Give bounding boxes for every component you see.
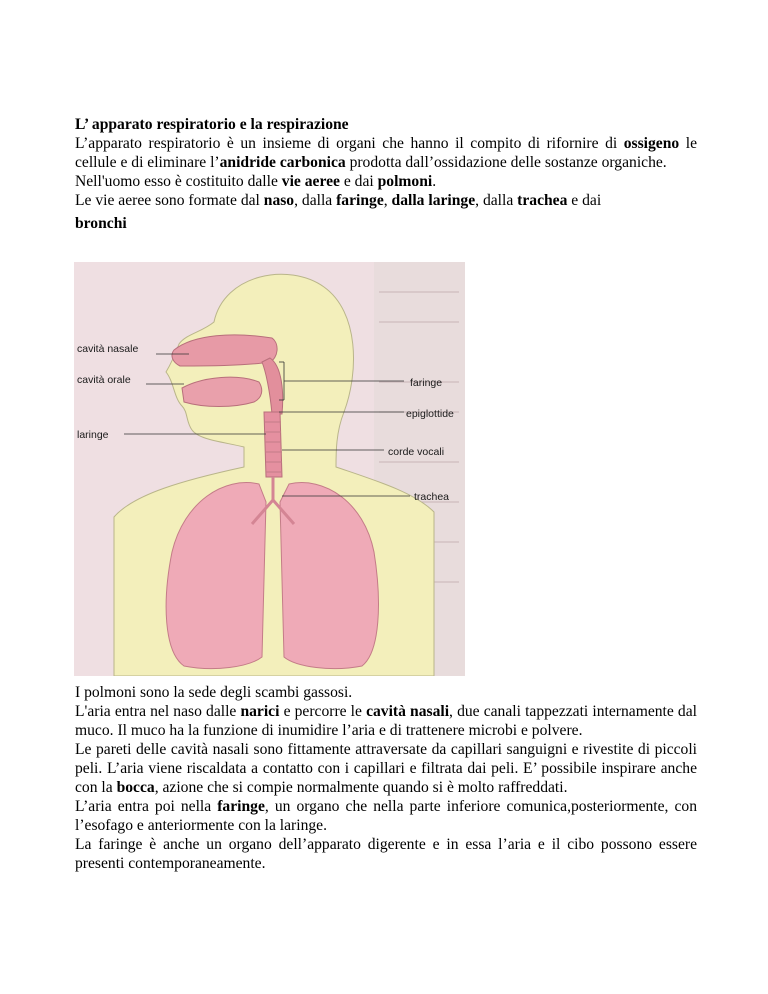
label-cavita-nasale: cavità nasale	[77, 343, 139, 355]
label-trachea: trachea	[414, 491, 450, 503]
pharynx-paragraph: L’aria entra poi nella faringe, un organo che nella parte inferiore comunica,posteriormente, con l’esofago e anteriormente con la laringe.	[75, 798, 697, 834]
term-faringe-body: faringe	[217, 798, 265, 815]
term-bocca: bocca	[116, 779, 155, 796]
gas-exchange-sentence: I polmoni sono la sede degli scambi gassosi.	[75, 684, 353, 701]
airways-paragraph: Le vie aeree sono formate dal naso, dalla faringe, dalla laringe, dalla trachea e dai bronchi	[75, 191, 697, 233]
intro-paragraph: L’apparato respiratorio è un insieme di organi che hanno il compito di rifornire di ossigeno le cellule e di eliminare l’anidride carbonica prodotta dall’ossidazione delle sostanze organiche.	[75, 135, 697, 171]
label-epiglottide: epiglottide	[406, 408, 454, 420]
term-laringe: dalla laringe	[391, 192, 476, 209]
nasal-paragraph: L'aria entra nel naso dalle narici e percorre le cavità nasali, due canali tappezzati internamente dal muco. Il muco ha la funzione di inumidire l’aria e di trattenere microbi e polvere.	[75, 703, 697, 739]
term-cavita-nasali: cavità nasali	[366, 703, 450, 720]
digestive-paragraph: La faringe è anche un organo dell’apparato digerente e in essa l’aria e il cibo possono essere presenti contemporaneamente.	[75, 836, 697, 872]
term-naso: naso	[263, 192, 295, 209]
label-laringe: laringe	[77, 429, 109, 441]
term-ossigeno: ossigeno	[623, 135, 680, 152]
label-corde-vocali: corde vocali	[388, 446, 445, 458]
body-section	[75, 683, 697, 873]
term-anidride-carbonica: anidride carbonica	[219, 154, 346, 171]
term-bronchi: bronchi	[75, 215, 127, 232]
term-narici: narici	[240, 703, 280, 720]
label-faringe: faringe	[410, 377, 443, 389]
term-polmoni: polmoni	[377, 173, 433, 190]
nasal-walls-paragraph: Le pareti delle cavità nasali sono fittamente attraversate da capillari sanguigni e rivestite di piccoli peli. L’aria viene riscaldata a contatto con i capillari e filtrata dai peli. E’ possibile inspirare anche con la bocca, azione che si compie normalmente quando si è molto raffreddati.	[75, 741, 697, 796]
respiratory-system-illustration	[74, 262, 465, 676]
composition-paragraph: Nell'uomo esso è costituito dalle vie aeree e dai polmoni.	[75, 173, 437, 190]
intro-section	[75, 115, 697, 233]
label-cavita-orale: cavità orale	[77, 374, 131, 386]
term-vie-aeree: vie aeree	[281, 173, 340, 190]
section-heading: L’ apparato respiratorio e la respirazione	[75, 116, 349, 133]
term-faringe: faringe	[336, 192, 384, 209]
term-trachea: trachea	[517, 192, 568, 209]
